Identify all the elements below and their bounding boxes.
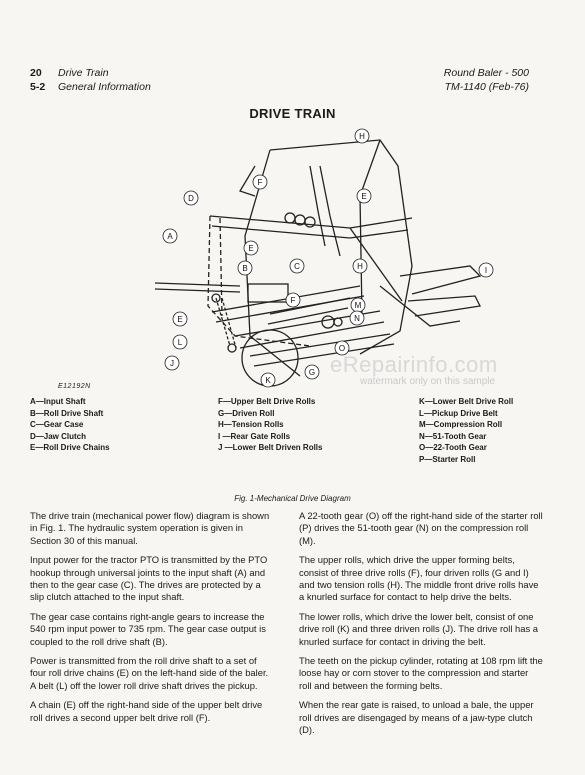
legend-item: K—Lower Belt Drive Roll (419, 397, 514, 406)
body-column-right (299, 510, 543, 744)
legend-item: O—22-Tooth Gear (419, 443, 487, 453)
callout-K (261, 373, 275, 387)
legend-item: C—Gear Case (30, 420, 84, 430)
paragraph: The lower rolls, which drive the lower belt, consist of one drive roll (K) and three driven rolls (J). The drive roll has a knurled surface for contact in driving the belt. (299, 610, 538, 647)
page-title: DRIVE TRAIN (249, 106, 336, 121)
svg-text:A: A (167, 232, 173, 241)
callout-G (355, 129, 369, 143)
drive-train-diagram (150, 126, 500, 388)
callout-A (163, 229, 177, 243)
legend-item: E—Roll Drive Chains (30, 443, 110, 453)
callout-F-mid (286, 293, 300, 307)
svg-text:E: E (177, 315, 183, 324)
callout-J (305, 365, 319, 379)
paragraph: When the rear gate is raised, to unload a bale, the upper roll drives are disengaged by means of a jaw-type clutch (D). (299, 699, 534, 736)
paragraph: Power is transmitted from the roll drive shaft to a set of four roll drive chains (E) on the left-hand side of the baler. A belt (L) off the lower roll drive shaft drives the pickup. (30, 655, 269, 691)
svg-text:D: D (188, 194, 194, 203)
callout-D (184, 191, 198, 205)
body-column-left (30, 510, 274, 731)
legend-item: M—Compression Roll (419, 420, 503, 430)
subsection-name: General Information (58, 81, 151, 93)
figure-code: E12192N (58, 383, 91, 390)
svg-text:I: I (484, 266, 488, 275)
callout-I (479, 263, 493, 277)
page-header-right (444, 66, 529, 94)
callout-H (353, 259, 367, 273)
callout-N (351, 298, 365, 312)
paragraph: A chain (E) off the right-hand side of the upper belt drive roll drives a second upper belt drive roll (F). (30, 699, 263, 723)
svg-text:E: E (248, 244, 254, 253)
watermark-note: watermark only on this sample (360, 376, 496, 387)
svg-text:F: F (257, 178, 263, 187)
legend-item: N—51-Tooth Gear (419, 431, 487, 441)
watermark: eRepairinfo.com (330, 352, 498, 377)
svg-text:E: E (361, 192, 367, 201)
svg-text:N: N (354, 314, 360, 323)
paragraph: The drive train (mechanical power flow) diagram is shown in Fig. 1. The hydraulic system operation is given in Section 30 of this manual. (30, 510, 270, 546)
svg-text:B: B (242, 264, 248, 273)
paragraph: The teeth on the pickup cylinder, rotating at 108 rpm lift the loose hay or corn stover to the compression and starter roll and between the forming belts. (299, 655, 543, 691)
subsection-number: 5-2 (30, 81, 46, 93)
svg-text:H: H (359, 132, 365, 141)
paragraph: The upper rolls, which drive the upper forming belts, consist of three drive rolls (F), four driven rolls (G and I) and two tension rolls (H). The middle front drive rolls have a knurled surface for contact to help drive the belts. (299, 554, 539, 603)
callout-M (173, 335, 187, 349)
legend-item: F—Upper Belt Drive Rolls (218, 397, 316, 406)
svg-text:J: J (170, 359, 174, 368)
callout-E-mid (244, 241, 258, 255)
legend-item: L—Pickup Drive Belt (419, 408, 498, 418)
legend-item: H—Tension Rolls (218, 420, 284, 430)
page-number: 20 (30, 67, 42, 79)
svg-text:K: K (265, 376, 271, 385)
legend-column-2 (218, 396, 322, 454)
svg-text:M: M (354, 301, 362, 310)
paragraph: Input power for the tractor PTO is transmitted by the PTO hookup through universal joints to the input shaft (A) and then to the gear case (C). The drives are protected by a slip clutch attached to the input shaft. (30, 554, 268, 603)
figure-caption: Fig. 1-Mechanical Drive Diagram (234, 494, 351, 503)
product-name: Round Baler - 500 (443, 67, 529, 79)
legend-column-3 (419, 396, 513, 466)
legend-column-1 (30, 396, 110, 454)
legend-item: P—Starter Roll (419, 454, 476, 464)
svg-text:F: F (290, 296, 296, 305)
paragraph: The gear case contains right-angle gears to increase the 540 rpm input power to 735 rpm. The gear case output is coupled to the roll drive shaft (B). (30, 610, 266, 647)
callout-B (238, 261, 252, 275)
svg-text:H: H (357, 262, 363, 271)
legend-item: B—Roll Drive Shaft (30, 408, 104, 418)
callout-C (290, 259, 304, 273)
svg-text:C: C (294, 262, 300, 271)
legend-item: D—Jaw Clutch (30, 431, 87, 441)
legend-item: G—Driven Roll (218, 408, 275, 418)
legend-item: I —Rear Gate Rolls (218, 431, 291, 441)
callout-O (350, 311, 364, 325)
paragraph: A 22-tooth gear (O) off the right-hand side of the starter roll (P) drives the 51-tooth gear (N) on the compression roll (M). (299, 510, 543, 546)
callout-F-top (253, 175, 267, 189)
callout-L (165, 356, 179, 370)
manual-number: TM-1140 (Feb-76) (444, 81, 529, 93)
legend-item: A—Input Shaft (30, 397, 86, 406)
page-header-left (30, 66, 151, 94)
svg-text:O: O (338, 344, 346, 353)
callout-E-left (173, 312, 187, 326)
svg-text:L: L (177, 338, 183, 347)
svg-text:G: G (308, 368, 316, 377)
callout-E-top (357, 189, 371, 203)
legend-item: J —Lower Belt Driven Rolls (218, 443, 323, 453)
section-name: Drive Train (58, 67, 109, 79)
